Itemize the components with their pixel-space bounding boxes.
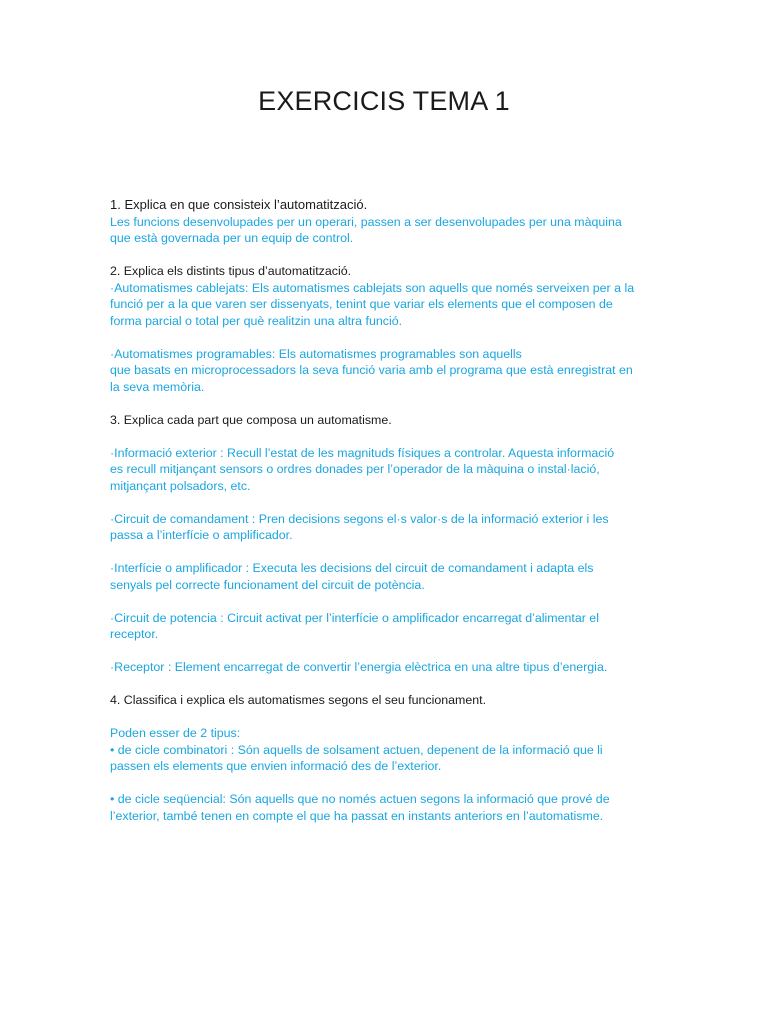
spacer	[110, 329, 658, 346]
spacer	[110, 544, 658, 561]
answer-line: • de cicle combinatori : Són aquells de solsament actuen, depenent de la informació que li	[110, 742, 603, 757]
answer-line: forma parcial o total per què realitzin una altra funció.	[110, 313, 403, 328]
answer-line: • de cicle seqüencial: Són aquells que no només actuen segons la informació que prové de	[110, 792, 610, 806]
answer-line: ·Circuit de potencia : Circuit activat per l’interfície o amplificador encarregat d’alimentar el	[110, 610, 599, 625]
spacer	[110, 709, 658, 726]
answer-line: que basats en microprocessadors la seva funció varia amb el programa que està enregistrat en	[110, 363, 633, 377]
answer-line: Poden esser de 2 tipus:	[110, 726, 241, 740]
answer-line: ·Receptor : Element encarregat de convertir l’energia elèctrica en una altre tipus d’energia.	[110, 660, 608, 674]
question-1: 1. Explica en que consisteix l’automatització.	[110, 197, 368, 212]
answer-line: ·Interfície o amplificador : Executa les decisions del circuit de comandament i adapta els	[110, 561, 594, 575]
answer-line: senyals pel correcte funcionament del circuit de potència.	[110, 577, 425, 592]
spacer	[110, 428, 658, 445]
answer-line: la seva memòria.	[110, 379, 205, 394]
spacer	[110, 643, 658, 660]
answer-3-circuit-potencia	[110, 610, 658, 643]
answer-4a	[110, 725, 658, 775]
question-4: 4. Classifica i explica els automatismes segons el seu funcionament.	[110, 693, 487, 707]
answer-line: ·Informació exterior : Recull l’estat de les magnituds físiques a controlar. Aquesta informació	[110, 445, 615, 460]
document-title: EXERCICIS TEMA 1	[258, 86, 510, 116]
answer-line: Les funcions desenvolupades per un operari, passen a ser desenvolupades per una màquina	[110, 214, 622, 229]
spacer	[110, 593, 658, 610]
spacer	[110, 676, 658, 693]
answer-line: passa a l’interfície o amplificador.	[110, 528, 293, 542]
answer-2b	[110, 346, 658, 396]
answer-line: ·Automatismes programables: Els automatismes programables son aquells	[110, 346, 522, 361]
spacer	[110, 494, 658, 511]
answer-3-receptor	[110, 659, 658, 676]
spacer	[110, 775, 658, 792]
answer-2a	[110, 280, 658, 330]
question-2: 2. Explica els distints tipus d’automatització.	[110, 264, 352, 278]
answer-3-informacio-exterior	[110, 445, 658, 495]
answer-3-interficie	[110, 560, 658, 593]
answer-line: es recull mitjançant sensors o ordres donades per l’operador de la màquina o instal·lació,	[110, 462, 600, 476]
answer-line: l’exterior, també tenen en compte el que ha passat en instants anteriors en l’automatisme.	[110, 808, 604, 823]
answer-line: passen els elements que envien informació des de l’exterior.	[110, 759, 442, 773]
answer-line: funció per a la que varen ser dissenyats, tenint que variar els elements que el composen de	[110, 297, 613, 311]
question-3: 3. Explica cada part que composa un automatisme.	[110, 412, 392, 427]
answer-4b	[110, 791, 658, 824]
answer-line: ·Automatismes cablejats: Els automatismes cablejats son aquells que només serveixen per a la	[110, 280, 635, 295]
document-body	[110, 197, 658, 824]
answer-line: mitjançant polsadors, etc.	[110, 478, 251, 493]
spacer	[110, 247, 658, 264]
answer-line: ·Circuit de comandament : Pren decisions segons el·s valor·s de la informació exterior i les	[110, 511, 609, 526]
answer-1	[110, 214, 658, 247]
spacer	[110, 395, 658, 412]
answer-line: que està governada per un equip de control.	[110, 231, 354, 245]
answer-line: receptor.	[110, 627, 159, 641]
answer-3-circuit-comandament	[110, 511, 658, 544]
